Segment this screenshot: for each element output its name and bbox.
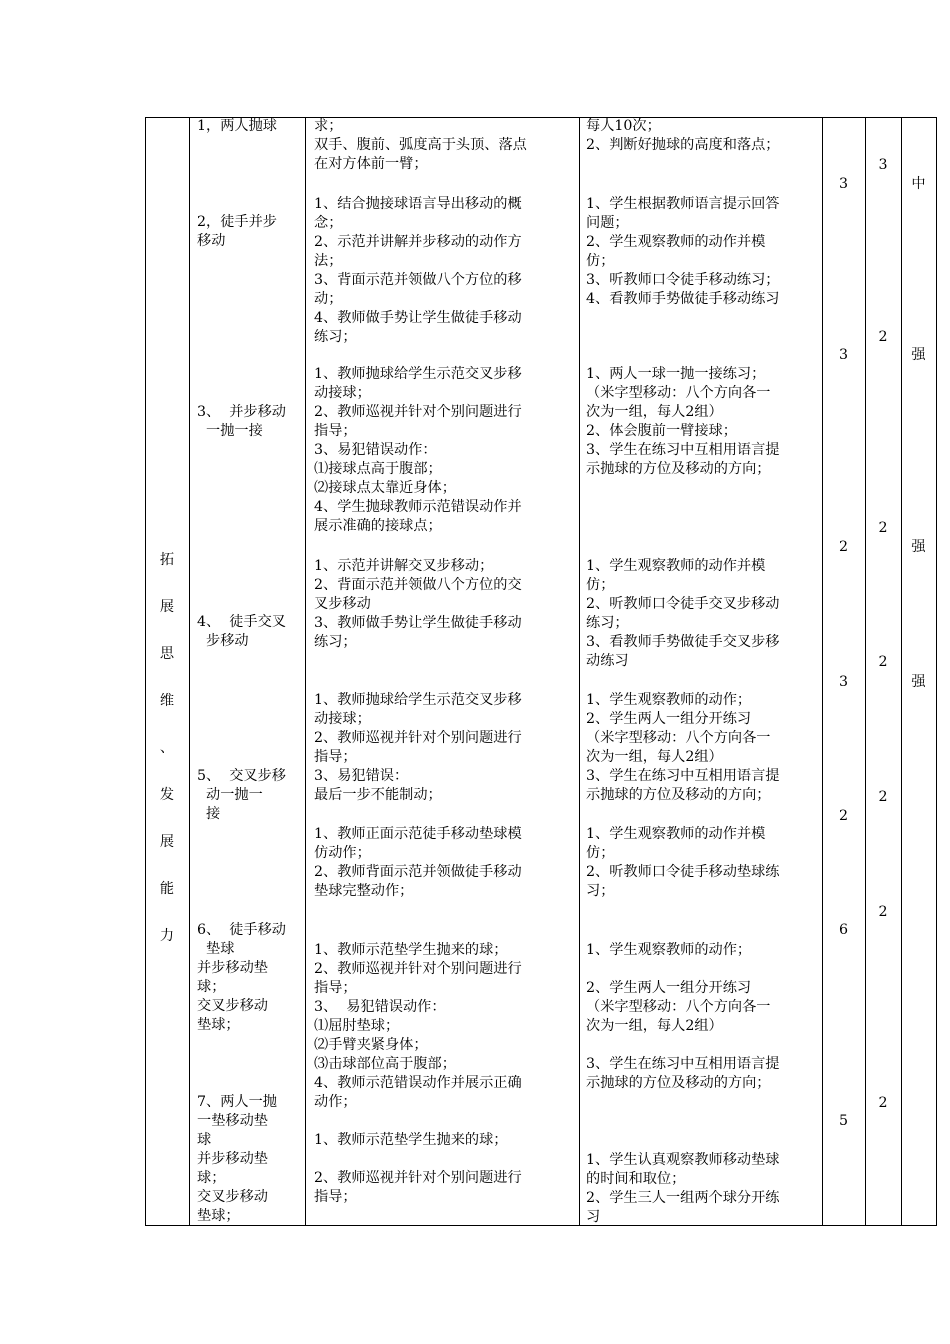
text-line: 4、教师做手势让学生做徒手移动 <box>314 310 522 326</box>
text-line: 习 <box>586 1209 601 1225</box>
col-b-value: 2 <box>878 520 888 536</box>
text-line: 2、学生三人一组两个球分开练 <box>586 1190 780 1206</box>
text-line: 3、学生在练习中互相用语言提 <box>586 442 780 458</box>
text-line: 球； <box>197 1170 226 1186</box>
text-line: 2、听教师口令徒手移动垫球练 <box>586 864 780 880</box>
category-char: 思 <box>159 646 175 662</box>
text-line: 练习； <box>314 329 357 345</box>
text-line: 动一抛一 <box>197 787 263 803</box>
student-block <box>586 1151 779 1227</box>
text-line: 1、教师示范垫学生抛来的球； <box>314 942 508 958</box>
text-line: 移动 <box>197 233 226 249</box>
text-line: 双手、腹前、弧度高于头顶、落点 <box>314 137 527 153</box>
text-line: 7、两人一抛 <box>197 1094 277 1110</box>
text-line: ⑶击球部位高于腹部； <box>314 1056 456 1072</box>
text-line: 交叉步移动 <box>197 998 268 1014</box>
student-block <box>586 825 779 901</box>
text-line: 练习； <box>586 615 629 631</box>
student-block <box>586 691 779 805</box>
text-line: 2、教师巡视并针对个别问题进行 <box>314 1170 522 1186</box>
col-b-value: 2 <box>878 654 888 670</box>
text-line: 垫球； <box>197 1017 240 1033</box>
text-line: 动练习 <box>586 653 629 669</box>
category-char: 发 <box>159 787 175 803</box>
text-line: （米字型移动：八个方向各一 <box>586 385 771 401</box>
text-line: 接 <box>197 806 221 822</box>
text-line: 动接球； <box>314 385 371 401</box>
text-line: 1、学生观察教师的动作； <box>586 692 752 708</box>
text-line: 垫球 <box>197 941 235 957</box>
text-line: 指导； <box>314 980 357 996</box>
text-line: 1、学生认真观察教师移动垫球 <box>586 1152 780 1168</box>
text-line: 2、背面示范并领做八个方位的交 <box>314 577 522 593</box>
text-line: 展示准确的接球点； <box>314 518 442 534</box>
text-line: 垫球完整动作； <box>314 883 414 899</box>
col-a-value: 2 <box>838 539 849 555</box>
category-char: 展 <box>159 599 175 615</box>
text-line: 法； <box>314 253 343 269</box>
text-line: 仿； <box>586 845 615 861</box>
text-line: （米字型移动：八个方向各一 <box>586 999 771 1015</box>
text-line: 1、学生根据教师语言提示回答 <box>586 196 780 212</box>
text-line: 并步移动垫 <box>197 960 268 976</box>
student-block <box>586 557 779 671</box>
col-a-value: 6 <box>838 922 849 938</box>
text-line: 2、学生两人一组分开练习 <box>586 980 752 996</box>
text-line: 并步移动垫 <box>197 1151 268 1167</box>
text-line: 球 <box>197 1132 212 1148</box>
text-line: 3、 易犯错误动作： <box>314 999 446 1015</box>
text-line: 2、判断好抛球的高度和落点； <box>586 137 780 153</box>
text-line: 4、教师示范错误动作并展示正确 <box>314 1075 522 1091</box>
text-line: ⑴接球点高于腹部； <box>314 461 442 477</box>
content-item <box>197 921 286 1035</box>
text-line: 次为一组，每人2组） <box>586 1018 723 1034</box>
content-item <box>197 767 286 824</box>
text-line: 一垫移动垫 <box>197 1113 268 1129</box>
col-b-value: 3 <box>878 157 888 173</box>
text-line: 2，徒手并步 <box>197 214 277 230</box>
text-line: 次为一组，每人2组） <box>586 404 723 420</box>
teacher-block <box>314 1169 522 1207</box>
category-char: 展 <box>159 834 175 850</box>
col-a-value: 2 <box>838 808 849 824</box>
text-line: 动； <box>314 291 343 307</box>
text-line: 1、学生观察教师的动作； <box>586 942 752 958</box>
student-block <box>586 365 779 479</box>
student-block <box>586 941 751 960</box>
col-b-value: 2 <box>878 789 888 805</box>
text-line: 3、听教师口令徒手移动练习； <box>586 272 780 288</box>
text-line: 3、易犯错误动作： <box>314 442 437 458</box>
text-line: 6、 徒手移动 <box>197 922 286 938</box>
text-line: 一抛一接 <box>197 423 263 439</box>
text-line: 3、易犯错误： <box>314 768 409 784</box>
student-block <box>586 1055 779 1093</box>
text-line: 1，两人抛球 <box>197 118 277 134</box>
text-line: 念； <box>314 215 343 231</box>
col-a-value: 3 <box>838 347 849 363</box>
intensity-value: 强 <box>911 674 926 690</box>
text-line: 动作； <box>314 1094 357 1110</box>
text-line: 1、教师抛球给学生示范交叉步移 <box>314 366 522 382</box>
text-line: 2、学生两人一组分开练习 <box>586 711 752 727</box>
col-a-value: 3 <box>838 176 849 192</box>
lesson-plan-table <box>145 117 937 1226</box>
teacher-block <box>314 557 522 652</box>
category-char: 维 <box>159 693 175 709</box>
col-b-value: 2 <box>878 329 888 345</box>
text-line: 指导； <box>314 749 357 765</box>
text-line: 1、两人一球一抛一接练习； <box>586 366 766 382</box>
text-line: 求； <box>314 118 343 134</box>
teacher-block <box>314 941 522 1112</box>
text-line: 5、 交叉步移 <box>197 768 286 784</box>
content-item <box>197 403 286 441</box>
text-line: 次为一组，每人2组） <box>586 749 723 765</box>
category-char: 能 <box>159 881 175 897</box>
col-a-value: 3 <box>838 674 849 690</box>
text-line: 仿动作； <box>314 845 371 861</box>
text-line: 2、体会腹前一臂接球； <box>586 423 737 439</box>
text-line: 在对方体前一臂； <box>314 156 428 172</box>
category-column <box>145 552 189 975</box>
text-line: 交叉步移动 <box>197 1189 268 1205</box>
text-line: 仿； <box>586 253 615 269</box>
content-item <box>197 1093 277 1226</box>
text-line: 1、教师抛球给学生示范交叉步移 <box>314 692 522 708</box>
text-line: 的时间和取位； <box>586 1171 686 1187</box>
text-line: 1、教师正面示范徒手移动垫球模 <box>314 826 522 842</box>
text-line: （米字型移动：八个方向各一 <box>586 730 771 746</box>
text-line: 3、看教师手势做徒手交叉步移 <box>586 634 780 650</box>
text-line: 2、教师背面示范并领做徒手移动 <box>314 864 522 880</box>
text-line: 1、学生观察教师的动作并模 <box>586 558 766 574</box>
text-line: 3、教师做手势让学生做徒手移动 <box>314 615 522 631</box>
text-line: 2、教师巡视并针对个别问题进行 <box>314 730 522 746</box>
content-item <box>197 213 277 251</box>
text-line: 1、示范并讲解交叉步移动； <box>314 558 494 574</box>
student-block <box>586 117 779 155</box>
text-line: 叉步移动 <box>314 596 371 612</box>
intensity-value: 强 <box>911 539 926 555</box>
text-line: 每人10次； <box>586 118 661 134</box>
text-line: 练习； <box>314 634 357 650</box>
student-block <box>586 979 770 1036</box>
text-line: 2、教师巡视并针对个别问题进行 <box>314 404 522 420</box>
col-b-value: 2 <box>878 904 888 920</box>
intensity-value: 中 <box>911 176 926 192</box>
text-line: 示抛球的方位及移动的方向； <box>586 787 771 803</box>
teacher-block <box>314 117 527 174</box>
content-item <box>197 613 286 651</box>
teacher-block <box>314 1131 507 1150</box>
category-char: 、 <box>159 740 175 756</box>
text-line: 1、教师示范垫学生抛来的球； <box>314 1132 508 1148</box>
text-line: 2、示范并讲解并步移动的动作方 <box>314 234 522 250</box>
text-line: 问题； <box>586 215 629 231</box>
text-line: 2、学生观察教师的动作并模 <box>586 234 766 250</box>
text-line: 4、学生抛球教师示范错误动作并 <box>314 499 522 515</box>
teacher-block <box>314 691 522 805</box>
col-a-value: 5 <box>838 1113 849 1129</box>
teacher-block <box>314 825 522 901</box>
text-line: ⑴屈肘垫球； <box>314 1018 400 1034</box>
intensity-value: 强 <box>911 347 926 363</box>
text-line: 步移动 <box>197 633 249 649</box>
text-line: 3、学生在练习中互相用语言提 <box>586 768 780 784</box>
text-line: ⑵接球点太靠近身体； <box>314 480 456 496</box>
text-line: 仿； <box>586 577 615 593</box>
category-char: 拓 <box>159 552 175 568</box>
text-line: 2、教师巡视并针对个别问题进行 <box>314 961 522 977</box>
text-line: 指导； <box>314 423 357 439</box>
text-line: 示抛球的方位及移动的方向； <box>586 1075 771 1091</box>
teacher-block <box>314 365 522 536</box>
text-line: 1、学生观察教师的动作并模 <box>586 826 766 842</box>
text-line: 2、听教师口令徒手交叉步移动 <box>586 596 780 612</box>
text-line: 示抛球的方位及移动的方向； <box>586 461 771 477</box>
text-line: 3、背面示范并领做八个方位的移 <box>314 272 522 288</box>
student-block <box>586 195 779 309</box>
text-line: 习； <box>586 883 615 899</box>
text-line: 4、看教师手势做徒手移动练习 <box>586 291 780 307</box>
text-line: 4、 徒手交叉 <box>197 614 286 630</box>
text-line: 3、 并步移动 <box>197 404 286 420</box>
text-line: 动接球； <box>314 711 371 727</box>
teacher-block <box>314 195 522 347</box>
text-line: 最后一步不能制动； <box>314 787 442 803</box>
category-char: 力 <box>159 928 175 944</box>
text-line: 1、结合抛接球语言导出移动的概 <box>314 196 522 212</box>
col-b-value: 2 <box>878 1095 888 1111</box>
text-line: 指导； <box>314 1189 357 1205</box>
text-line: ⑵手臂夹紧身体； <box>314 1037 428 1053</box>
content-item <box>197 117 277 136</box>
text-line: 3、学生在练习中互相用语言提 <box>586 1056 780 1072</box>
text-line: 球； <box>197 979 226 995</box>
text-line: 垫球； <box>197 1208 240 1224</box>
